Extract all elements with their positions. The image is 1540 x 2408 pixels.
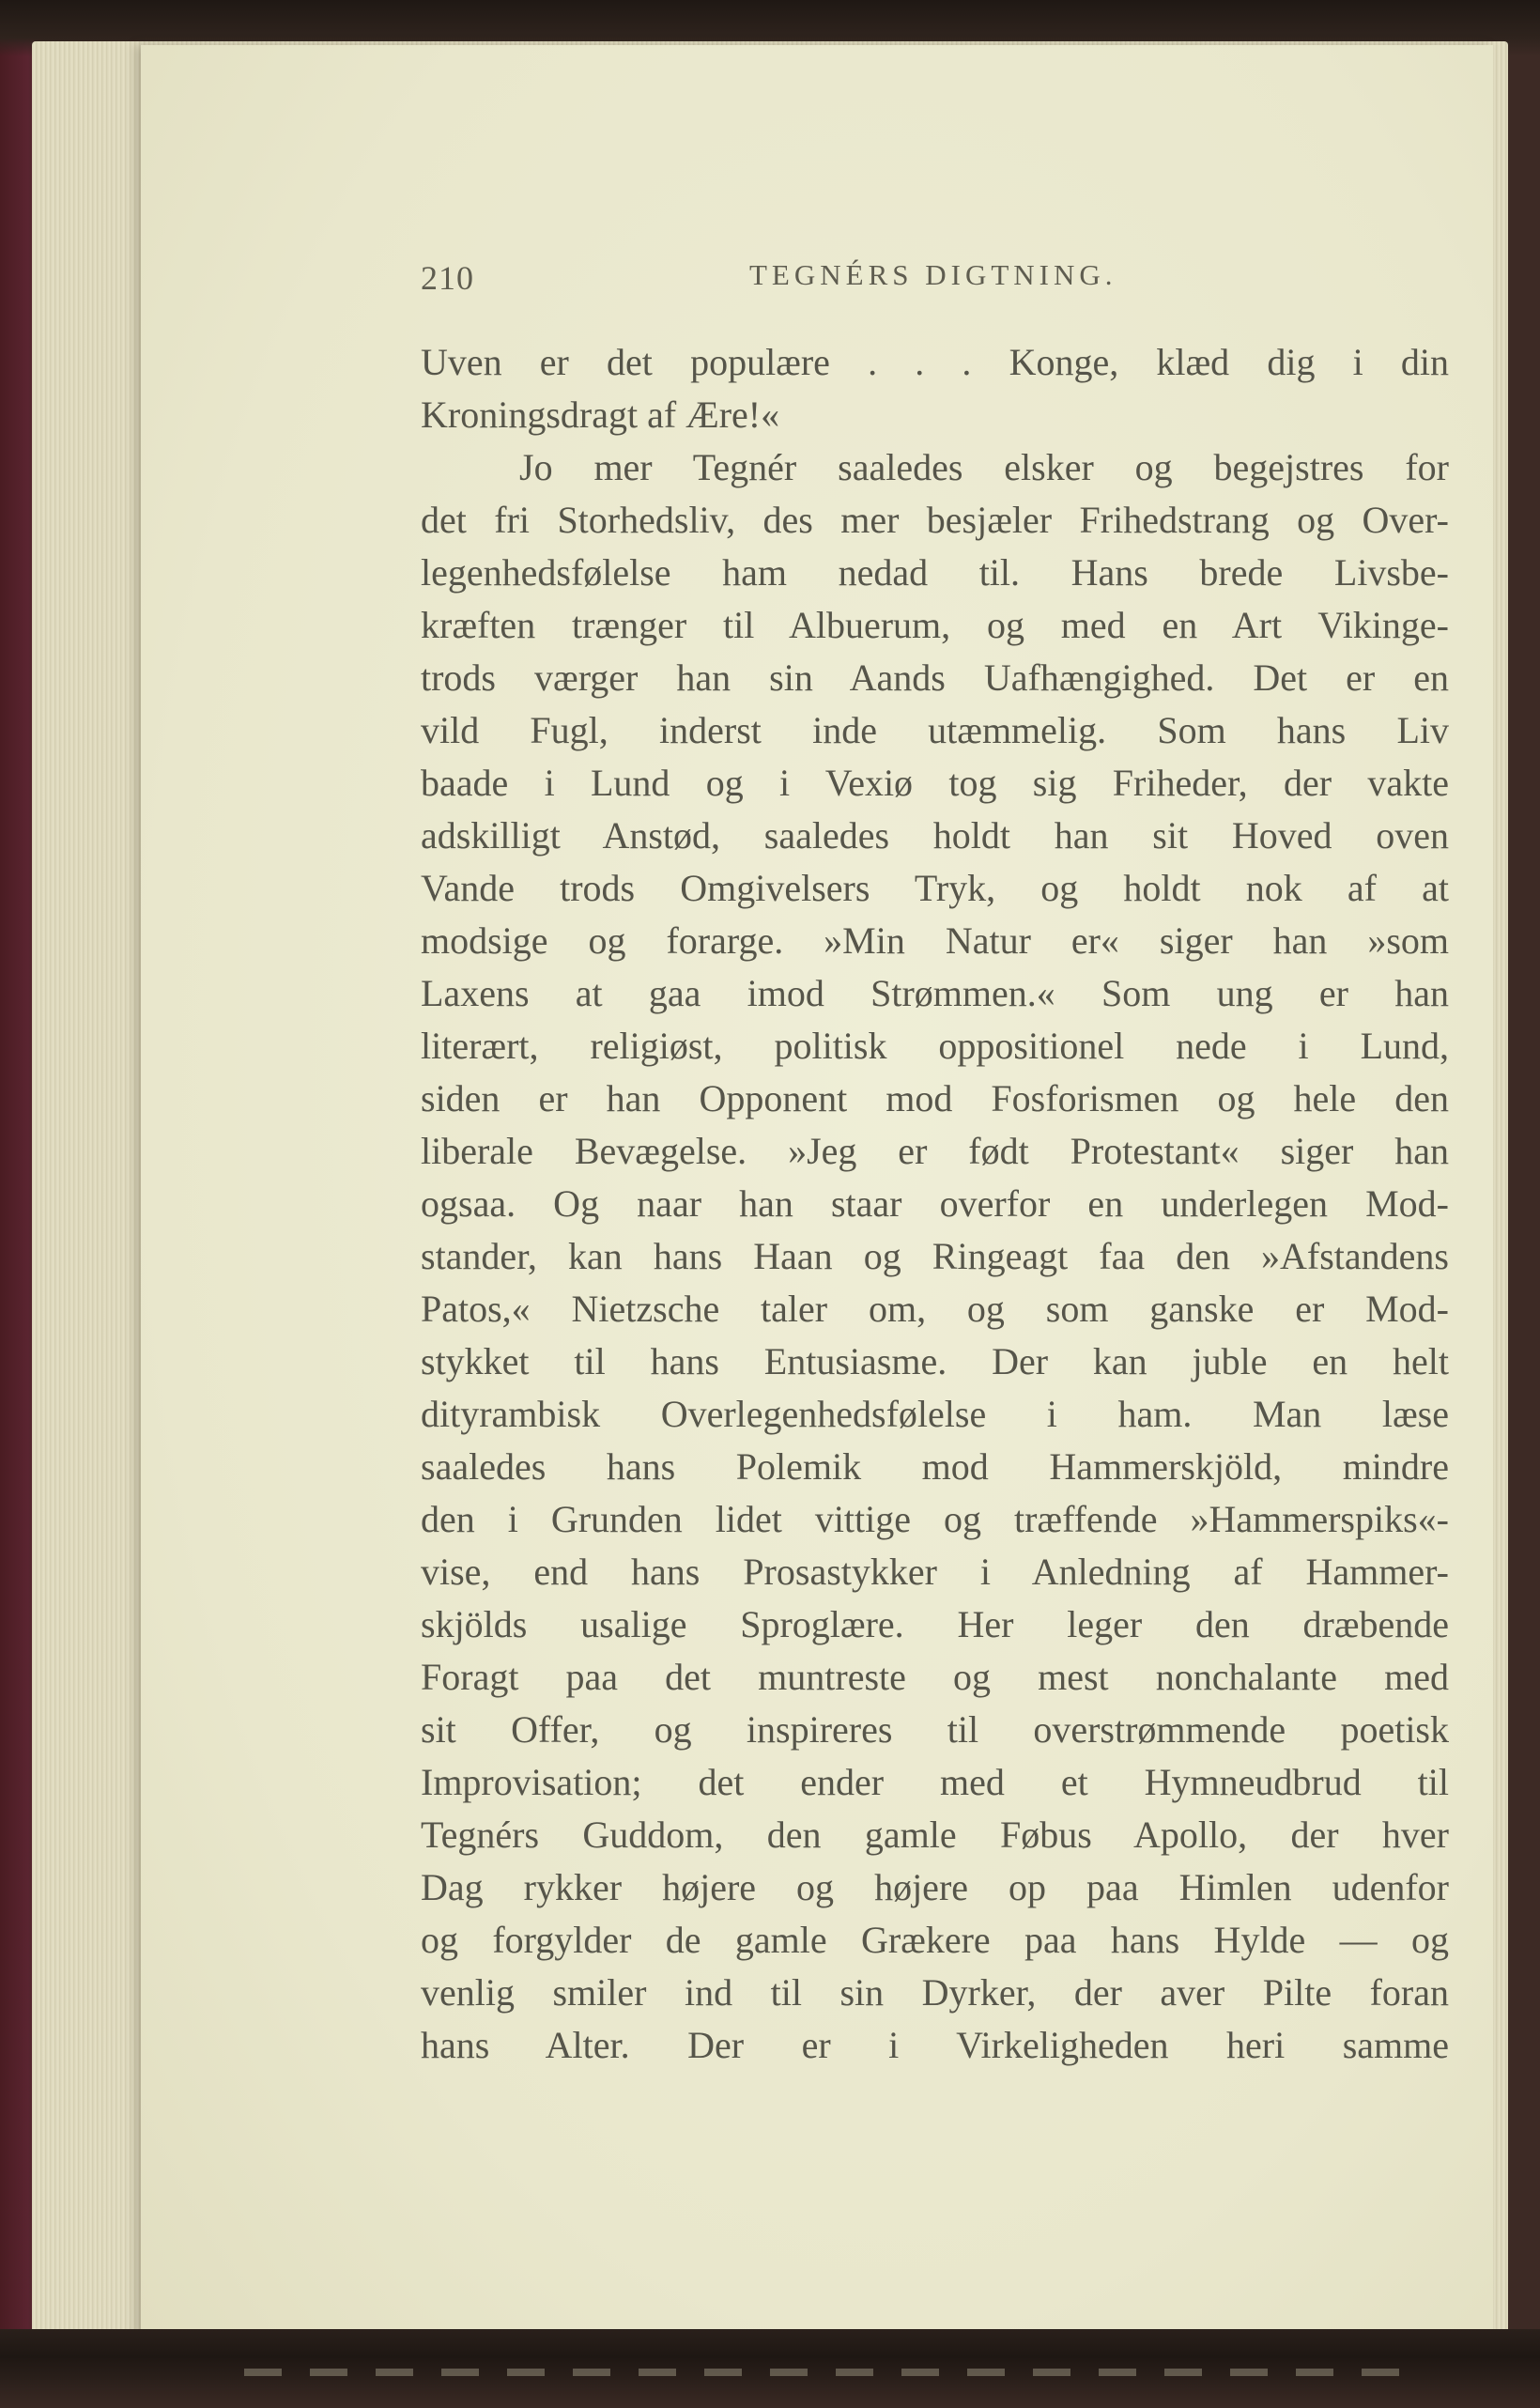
text-line: ogsaa. Og naar han staar overfor en underlegen Mod-: [421, 1182, 1449, 1225]
text-line: modsige og forarge. »Min Natur er« siger han »som: [421, 919, 1449, 962]
text-line: stykket til hans Entusiasme. Der kan juble en helt: [421, 1340, 1449, 1382]
text-line: venlig smiler ind til sin Dyrker, der aver Pilte foran: [421, 1971, 1449, 2014]
text-line: Uven er det populære . . . Konge, klæd dig i din: [421, 341, 1449, 383]
text-line: vise, end hans Prosastykker i Anledning af Hammer-: [421, 1551, 1449, 1593]
text-line: siden er han Opponent mod Fosforismen og hele den: [421, 1077, 1449, 1119]
text-line: kræften trænger til Albuerum, og med en Art Vikinge-: [421, 604, 1449, 646]
text-line: Improvisation; det ender med et Hymneudbrud til: [421, 1761, 1449, 1803]
running-head: TEGNÉRS DIGTNING.: [749, 258, 1117, 291]
text-line: dityrambisk Overlegenhedsfølelse i ham. Man læse: [421, 1393, 1449, 1435]
text-line: Jo mer Tegnér saaledes elsker og begejstres for: [519, 446, 1449, 488]
text-line: adskilligt Anstød, saaledes holdt han sit Hoved oven: [421, 814, 1449, 857]
text-line: trods værger han sin Aands Uafhængighed. Det er en: [421, 656, 1449, 699]
text-line: den i Grunden lidet vittige og træffende »Hammerspiks«-: [421, 1498, 1449, 1540]
text-line: liberale Bevægelse. »Jeg er født Protestant« siger han: [421, 1130, 1449, 1172]
text-line: saaledes hans Polemik mod Hammerskjöld, mindre: [421, 1445, 1449, 1488]
text-line: Vande trods Omgivelsers Tryk, og holdt nok af at: [421, 867, 1449, 909]
text-line: baade i Lund og i Vexiø tog sig Friheder, der vakte: [421, 762, 1449, 804]
text-line: legenhedsfølelse ham nedad til. Hans brede Livsbe-: [421, 551, 1449, 594]
text-line: det fri Storhedsliv, des mer besjæler Frihedstrang og Over-: [421, 499, 1449, 541]
text-line: Dag rykker højere og højere op paa Himlen udenfor: [421, 1866, 1449, 1908]
text-line: sit Offer, og inspireres til overstrømmende poetisk: [421, 1708, 1449, 1751]
text-line: Foragt paa det muntreste og mest nonchalante med: [421, 1656, 1449, 1698]
text-line: og forgylder de gamle Grækere paa hans Hylde — og: [421, 1919, 1449, 1961]
text-line: Kroningsdragt af Ære!«: [421, 394, 780, 436]
text-line: hans Alter. Der er i Virkeligheden heri samme: [421, 2024, 1449, 2066]
text-line: Laxens at gaa imod Strømmen.« Som ung er han: [421, 972, 1449, 1014]
bottom-page-edges: [244, 2369, 1409, 2376]
text-line: Tegnérs Guddom, den gamle Føbus Apollo, der hver: [421, 1814, 1449, 1856]
text-line: stander, kan hans Haan og Ringeagt faa den »Afstandens: [421, 1235, 1449, 1277]
text-line: Patos,« Nietzsche taler om, og som ganske er Mod-: [421, 1288, 1449, 1330]
body-text: [421, 336, 1449, 2072]
page-number: 210: [421, 259, 474, 297]
text-line: vild Fugl, inderst inde utæmmelig. Som hans Liv: [421, 709, 1449, 751]
page-header: [421, 258, 1449, 296]
text-line: literært, religiøst, politisk oppositionel nede i Lund,: [421, 1025, 1449, 1067]
text-line: skjölds usalige Sproglære. Her leger den dræbende: [421, 1603, 1449, 1645]
